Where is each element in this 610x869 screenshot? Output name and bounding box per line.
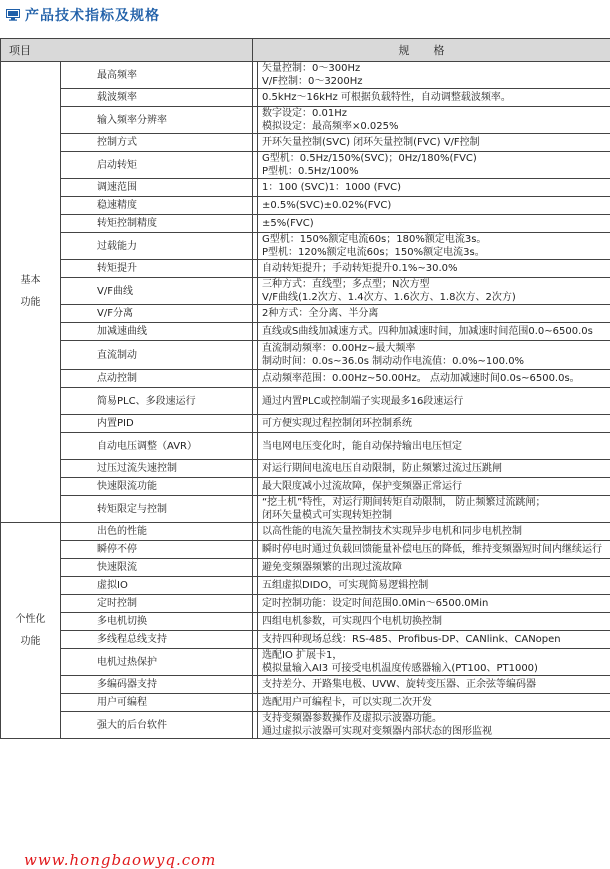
table-row bbox=[1, 478, 610, 496]
table-row bbox=[1, 577, 610, 595]
item-name: 控制方式 bbox=[61, 134, 253, 152]
item-spec bbox=[258, 260, 610, 278]
table-row bbox=[1, 179, 610, 197]
table-row bbox=[1, 523, 610, 541]
item-name: 最高频率 bbox=[61, 62, 253, 89]
item-name: 虚拟IO bbox=[61, 577, 253, 595]
item-name: 过载能力 bbox=[61, 233, 253, 260]
item-spec bbox=[258, 712, 610, 739]
category-label: 功能 bbox=[20, 635, 41, 647]
category-cell bbox=[1, 523, 61, 739]
item-spec bbox=[258, 107, 610, 134]
item-name: 多编码器支持 bbox=[61, 676, 253, 694]
spec-line: 支持差分、开路集电极、UVW、旋转变压器、正余弦等编码器 bbox=[262, 679, 537, 690]
spec-line: P型机：120%额定电流60s；150%额定电流3s。 bbox=[262, 247, 485, 258]
spec-line: ±5%(FVC) bbox=[262, 218, 314, 229]
table-row bbox=[1, 370, 610, 388]
spec-line: 选配用户可编程卡，可以实现二次开发 bbox=[262, 697, 432, 708]
item-spec bbox=[258, 460, 610, 478]
spec-line: 避免变频器频繁的出现过流故障 bbox=[262, 562, 402, 573]
item-name: 稳速精度 bbox=[61, 197, 253, 215]
spec-line: 模拟设定：最高频率×0.025% bbox=[262, 121, 399, 132]
item-spec bbox=[258, 694, 610, 712]
spec-line: 以高性能的电流矢量控制技术实现异步电机和同步电机控制 bbox=[262, 526, 522, 537]
item-name: 出色的性能 bbox=[61, 523, 253, 541]
item-name: 快速限流功能 bbox=[61, 478, 253, 496]
spec-line: 三种方式：直线型；多点型；N次方型 bbox=[262, 279, 430, 290]
table-row bbox=[1, 559, 610, 577]
item-spec bbox=[258, 215, 610, 233]
spec-line: 通过内置PLC或控制端子实现最多16段速运行 bbox=[262, 395, 464, 407]
item-name: 调速范围 bbox=[61, 179, 253, 197]
item-name: 内置PID bbox=[61, 415, 253, 433]
spec-line: P型机：0.5Hz/100% bbox=[262, 166, 359, 177]
item-name: V/F曲线 bbox=[61, 278, 253, 305]
spec-line: 选配IO 扩展卡1， bbox=[262, 650, 343, 661]
item-spec bbox=[258, 278, 610, 305]
spec-line: 制动时间：0.0s~36.0s 制动动作电流值：0.0%~100.0% bbox=[262, 356, 525, 367]
table-row bbox=[1, 388, 610, 415]
spec-line: 开环矢量控制(SVC) 闭环矢量控制(FVC) V/F控制 bbox=[262, 137, 480, 148]
item-spec bbox=[258, 197, 610, 215]
item-spec bbox=[258, 541, 610, 559]
table-row bbox=[1, 305, 610, 323]
spec-line: 点动频率范围：0.00Hz~50.00Hz。 点动加减速时间0.0s~6500.0s。 bbox=[262, 373, 580, 384]
item-spec bbox=[258, 62, 610, 89]
item-spec bbox=[258, 134, 610, 152]
item-name: 电机过热保护 bbox=[61, 649, 253, 676]
item-spec bbox=[258, 388, 610, 415]
item-spec bbox=[258, 323, 610, 341]
table-row bbox=[1, 260, 610, 278]
spec-line: 最大限度减小过流故障，保护变频器正常运行 bbox=[262, 481, 462, 492]
spec-line: G型机：150%额定电流60s；180%额定电流3s。 bbox=[262, 234, 487, 245]
item-spec bbox=[258, 595, 610, 613]
table-row bbox=[1, 712, 610, 739]
item-spec bbox=[258, 341, 610, 370]
item-spec bbox=[258, 523, 610, 541]
item-name: 启动转矩 bbox=[61, 152, 253, 179]
spec-line: “挖土机”特性，对运行期间转矩自动限制， 防止频繁过流跳闸； bbox=[262, 497, 546, 508]
item-name: 转矩限定与控制 bbox=[61, 496, 253, 523]
item-name: 直流制动 bbox=[61, 341, 253, 370]
item-name: 快速限流 bbox=[61, 559, 253, 577]
item-name: 简易PLC、多段速运行 bbox=[61, 388, 253, 415]
table-row bbox=[1, 134, 610, 152]
spec-line: 模拟量输入AI3 可接受电机温度传感器输入(PT100、PT1000) bbox=[262, 663, 538, 674]
table-row bbox=[1, 433, 610, 460]
spec-line: V/F控制：0～3200Hz bbox=[262, 76, 363, 87]
item-spec bbox=[258, 559, 610, 577]
spec-table bbox=[0, 38, 610, 739]
item-spec bbox=[258, 415, 610, 433]
item-name: 转矩控制精度 bbox=[61, 215, 253, 233]
table-body bbox=[1, 62, 610, 739]
item-name: 载波频率 bbox=[61, 89, 253, 107]
item-name: 多电机切换 bbox=[61, 613, 253, 631]
table-row bbox=[1, 152, 610, 179]
spec-line: 2种方式：全分离、半分离 bbox=[262, 308, 379, 319]
item-name: 自动电压调整（AVR） bbox=[61, 433, 253, 460]
item-name: 定时控制 bbox=[61, 595, 253, 613]
spec-line: 可方便实现过程控制闭环控制系统 bbox=[262, 418, 412, 429]
spec-line: 定时控制功能：设定时间范围0.0Min～6500.0Min bbox=[262, 598, 489, 609]
page-title: 产品技术指标及规格 bbox=[25, 8, 160, 24]
table-row bbox=[1, 89, 610, 107]
spec-line: V/F曲线(1.2次方、1.4次方、1.6次方、1.8次方、2次方) bbox=[262, 292, 516, 303]
table-row bbox=[1, 107, 610, 134]
item-spec bbox=[258, 305, 610, 323]
table-row bbox=[1, 215, 610, 233]
table-row bbox=[1, 676, 610, 694]
item-spec bbox=[258, 233, 610, 260]
table-row bbox=[1, 649, 610, 676]
spec-line: 直流制动频率：0.00Hz~最大频率 bbox=[262, 343, 416, 354]
monitor-icon bbox=[6, 9, 20, 21]
item-name: 输入频率分辨率 bbox=[61, 107, 253, 134]
spec-line: 自动转矩提升；手动转矩提升0.1%~30.0% bbox=[262, 263, 458, 274]
spec-line: 支持变频器参数操作及虚拟示波器功能。 bbox=[262, 713, 442, 724]
page-title-bar bbox=[6, 4, 160, 26]
footer-url[interactable]: www.hongbaowyq.com bbox=[24, 851, 217, 869]
spec-line: 通过虚拟示波器可实现对变频器内部状态的图形监视 bbox=[262, 726, 492, 737]
table-row bbox=[1, 62, 610, 89]
item-name: 强大的后台软件 bbox=[61, 712, 253, 739]
spec-line: 五组虚拟DIDO，可实现简易逻辑控制 bbox=[262, 580, 429, 591]
table-header-row bbox=[1, 39, 610, 62]
item-spec bbox=[258, 577, 610, 595]
table-row bbox=[1, 341, 610, 370]
spec-line: G型机：0.5Hz/150%(SVC)；0Hz/180%(FVC) bbox=[262, 153, 477, 164]
table-row bbox=[1, 631, 610, 649]
item-name: 多线程总线支持 bbox=[61, 631, 253, 649]
item-spec bbox=[258, 496, 610, 523]
item-spec bbox=[258, 631, 610, 649]
item-name: 点动控制 bbox=[61, 370, 253, 388]
category-label: 基本 bbox=[20, 275, 41, 286]
item-name: V/F分离 bbox=[61, 305, 253, 323]
item-name: 加减速曲线 bbox=[61, 323, 253, 341]
table-row bbox=[1, 694, 610, 712]
table-row bbox=[1, 278, 610, 305]
item-name: 转矩提升 bbox=[61, 260, 253, 278]
spec-line: ±0.5%(SVC)±0.02%(FVC) bbox=[262, 200, 392, 211]
spec-line: 闭环矢量模式可实现转矩控制 bbox=[262, 510, 392, 521]
spec-line: 瞬时停电时通过负载回馈能量补偿电压的降低，维持变频器短时间内继续运行 bbox=[262, 544, 602, 555]
item-spec bbox=[258, 649, 610, 676]
item-spec bbox=[258, 676, 610, 694]
table-row bbox=[1, 496, 610, 523]
spec-line: 1：100 (SVC)1：1000 (FVC) bbox=[262, 182, 401, 193]
item-spec bbox=[258, 89, 610, 107]
category-label: 个性化 bbox=[15, 613, 46, 625]
category-cell bbox=[1, 62, 61, 523]
item-name: 过压过流失速控制 bbox=[61, 460, 253, 478]
item-spec bbox=[258, 152, 610, 179]
spec-line: 对运行期间电流电压自动限制，防止频繁过流过压跳闸 bbox=[262, 463, 502, 474]
table-row bbox=[1, 415, 610, 433]
table-row bbox=[1, 613, 610, 631]
item-name: 用户可编程 bbox=[61, 694, 253, 712]
spec-line: 支持四种现场总线：RS-485、Profibus-DP、CANlink、CANopen bbox=[262, 634, 561, 645]
spec-line: 矢量控制：0～300Hz bbox=[262, 63, 361, 74]
spec-line: 直线或S曲线加减速方式。四种加减速时间，加减速时间范围0.0~6500.0s bbox=[262, 326, 593, 337]
header-item: 项目 bbox=[1, 39, 253, 62]
spec-line: 当电网电压变化时，能自动保持输出电压恒定 bbox=[262, 440, 462, 452]
item-spec bbox=[258, 370, 610, 388]
item-spec bbox=[258, 613, 610, 631]
item-name: 瞬停不停 bbox=[61, 541, 253, 559]
table-row bbox=[1, 197, 610, 215]
spec-line: 数字设定：0.01Hz bbox=[262, 108, 348, 119]
spec-line: 0.5kHz～16kHz 可根据负载特性，自动调整载波频率。 bbox=[262, 92, 511, 103]
category-label: 功能 bbox=[20, 297, 41, 308]
item-spec bbox=[258, 478, 610, 496]
item-spec bbox=[258, 179, 610, 197]
spec-line: 四组电机参数，可实现四个电机切换控制 bbox=[262, 616, 442, 627]
table-row bbox=[1, 323, 610, 341]
header-spec: 规格 bbox=[253, 39, 610, 62]
item-spec bbox=[258, 433, 610, 460]
table-row bbox=[1, 460, 610, 478]
table-row bbox=[1, 595, 610, 613]
table-row bbox=[1, 233, 610, 260]
table-row bbox=[1, 541, 610, 559]
